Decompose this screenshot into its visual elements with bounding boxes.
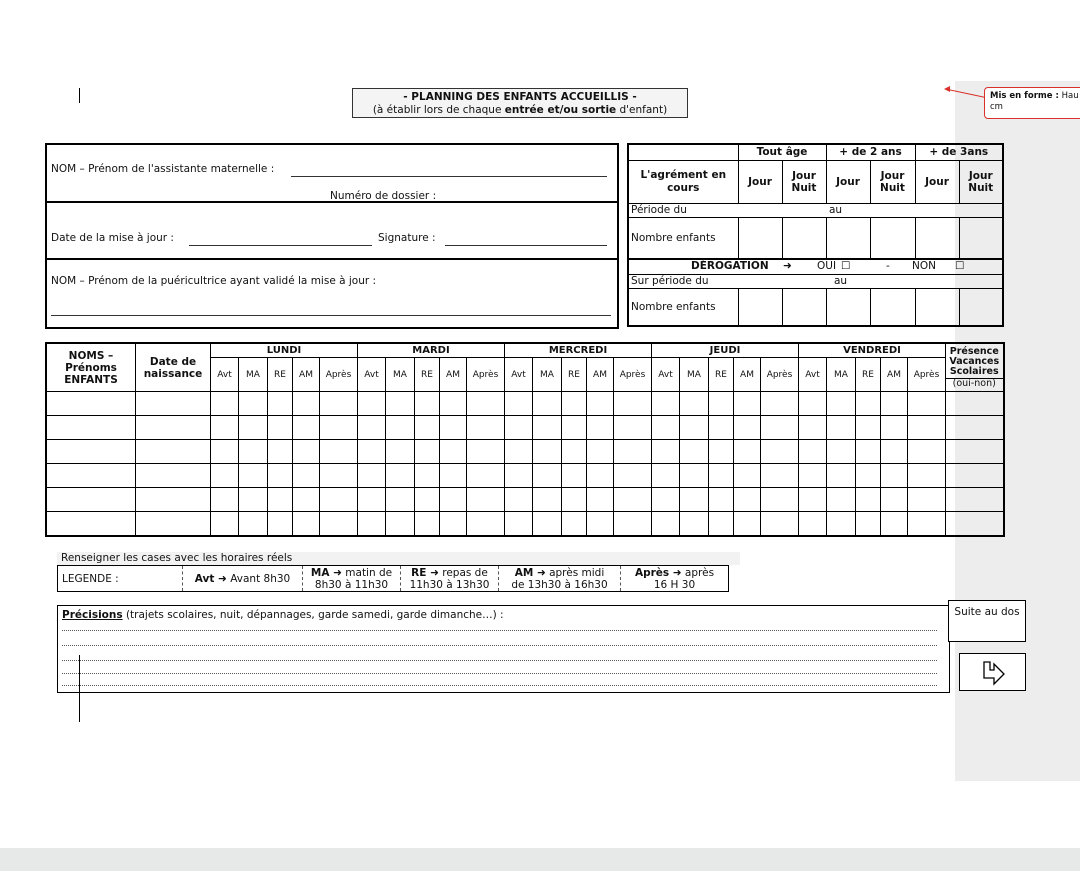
input-cell[interactable] (915, 288, 959, 326)
schedule-cell[interactable] (386, 392, 415, 416)
schedule-cell[interactable] (652, 464, 680, 488)
schedule-cell[interactable] (467, 512, 505, 537)
schedule-cell[interactable] (680, 416, 709, 440)
schedule-cell[interactable] (734, 416, 761, 440)
col-jour-nuit: Jour Nuit (782, 160, 826, 203)
schedule-cell[interactable] (652, 512, 680, 537)
col-presence-vacances: Présence Vacances Scolaires (oui-non) (946, 343, 1004, 392)
slot-header-ma: MA (386, 358, 415, 392)
puer-label: NOM – Prénom de la puéricultrice ayant validé la mise à jour : (51, 275, 377, 287)
schedule-cell[interactable] (440, 512, 467, 537)
schedule-cell[interactable] (415, 392, 440, 416)
presence-cell[interactable] (946, 440, 1004, 464)
schedule-cell[interactable] (358, 488, 386, 512)
schedule-cell[interactable] (827, 464, 856, 488)
date-maj-field[interactable] (189, 245, 372, 246)
schedule-cell[interactable] (652, 440, 680, 464)
schedule-cell[interactable] (415, 416, 440, 440)
schedule-cell[interactable] (881, 512, 908, 537)
schedule-cell[interactable] (505, 440, 533, 464)
signature-field[interactable] (445, 245, 607, 246)
schedule-cell[interactable] (386, 512, 415, 537)
day-header-mercredi: MERCREDI (505, 343, 652, 358)
schedule-cell[interactable] (533, 440, 562, 464)
schedule-cell[interactable] (908, 488, 946, 512)
schedule-cell[interactable] (358, 440, 386, 464)
nombre-enfants-label: Nombre enfants (628, 217, 738, 259)
periode-du-label: Période du (631, 204, 687, 216)
slot-header-am: AM (293, 358, 320, 392)
schedule-cell[interactable] (211, 440, 239, 464)
turn-page-box (959, 653, 1026, 691)
slot-header-re: RE (709, 358, 734, 392)
schedule-cell[interactable] (440, 464, 467, 488)
schedule-cell[interactable] (799, 440, 827, 464)
slot-header-après: Après (320, 358, 358, 392)
schedule-cell[interactable] (908, 392, 946, 416)
group-3ans: + de 3ans (915, 144, 1003, 160)
schedule-cell[interactable] (386, 464, 415, 488)
precisions-box[interactable] (57, 605, 950, 693)
schedule-cell[interactable] (680, 464, 709, 488)
turn-arrow-icon (960, 654, 1025, 690)
schedule-cell[interactable] (268, 464, 293, 488)
schedule-cell[interactable] (293, 440, 320, 464)
oui-label: OUI (817, 260, 837, 272)
slot-header-après: Après (467, 358, 505, 392)
sur-periode-label: Sur période du (631, 275, 709, 287)
schedule-cell[interactable] (440, 488, 467, 512)
dossier-label: Numéro de dossier : (330, 190, 437, 202)
schedule-cell[interactable] (680, 440, 709, 464)
title-line2: (à établir lors de chaque entrée et/ou sortie d'enfant) (372, 104, 668, 116)
slot-header-ma: MA (239, 358, 268, 392)
schedule-cell[interactable] (268, 440, 293, 464)
schedule-cell[interactable] (320, 392, 358, 416)
schedule-cell[interactable] (440, 416, 467, 440)
table-row (46, 416, 1004, 440)
schedule-cell[interactable] (358, 416, 386, 440)
schedule-cell[interactable] (761, 464, 799, 488)
schedule-cell[interactable] (358, 464, 386, 488)
input-cell[interactable] (782, 217, 826, 259)
suite-au-dos-box: Suite au dos (948, 600, 1026, 642)
birth-date-cell[interactable] (136, 512, 211, 537)
schedule-cell[interactable] (467, 440, 505, 464)
schedule-cell[interactable] (505, 416, 533, 440)
schedule-cell[interactable] (320, 488, 358, 512)
input-cell[interactable] (738, 217, 782, 259)
table-row (46, 440, 1004, 464)
table-row (46, 512, 1004, 537)
schedule-cell[interactable] (320, 440, 358, 464)
schedule-cell[interactable] (562, 464, 587, 488)
legend-box (57, 565, 729, 592)
input-cell[interactable] (870, 288, 915, 326)
format-comment-balloon[interactable]: Mis en forme : Hau cm (984, 87, 1080, 119)
legend-item-am: AM ➜ après midi de 13h30 à 16h30 (498, 566, 620, 591)
schedule-cell[interactable] (533, 392, 562, 416)
sur-periode-row[interactable] (628, 274, 1003, 288)
child-name-cell[interactable] (46, 488, 136, 512)
schedule-cell[interactable] (415, 464, 440, 488)
schedule-cell[interactable] (239, 512, 268, 537)
birth-date-cell[interactable] (136, 392, 211, 416)
assistant-info-box (45, 143, 619, 329)
legend-item-ma: MA ➜ matin de 8h30 à 11h30 (302, 566, 400, 591)
derogation-label: DÉROGATION (691, 260, 769, 272)
table-row (46, 392, 1004, 416)
non-checkbox[interactable]: ☐ (955, 260, 965, 272)
schedule-cell[interactable] (467, 416, 505, 440)
schedule-cell[interactable] (614, 464, 652, 488)
slot-header-après: Après (908, 358, 946, 392)
birth-date-cell[interactable] (136, 440, 211, 464)
schedule-cell[interactable] (320, 512, 358, 537)
au-label: au (834, 275, 848, 287)
schedule-cell[interactable] (562, 440, 587, 464)
dotted-line (62, 685, 937, 686)
schedule-cell[interactable] (415, 512, 440, 537)
schedule-cell[interactable] (320, 416, 358, 440)
schedule-cell[interactable] (881, 416, 908, 440)
schedule-cell[interactable] (293, 392, 320, 416)
schedule-cell[interactable] (587, 392, 614, 416)
schedule-cell[interactable] (652, 416, 680, 440)
agrement-table (627, 143, 1004, 327)
schedule-cell[interactable] (268, 488, 293, 512)
schedule-cell[interactable] (680, 488, 709, 512)
schedule-cell[interactable] (386, 488, 415, 512)
legend-caption: Renseigner les cases avec les horaires réels (57, 552, 740, 565)
schedule-cell[interactable] (239, 464, 268, 488)
birth-date-cell[interactable] (136, 464, 211, 488)
col-jour: Jour (826, 160, 870, 203)
schedule-cell[interactable] (827, 488, 856, 512)
child-name-cell[interactable] (46, 416, 136, 440)
slot-header-ma: MA (680, 358, 709, 392)
separator: - (886, 260, 890, 272)
schedule-cell[interactable] (908, 416, 946, 440)
schedule-cell[interactable] (467, 464, 505, 488)
schedule-cell[interactable] (505, 488, 533, 512)
au-label: au (829, 204, 843, 216)
schedule-cell[interactable] (239, 440, 268, 464)
planning-table (45, 342, 1005, 537)
title-line1: - PLANNING DES ENFANTS ACCUEILLIS - (403, 91, 637, 103)
schedule-cell[interactable] (293, 488, 320, 512)
schedule-cell[interactable] (734, 464, 761, 488)
schedule-cell[interactable] (652, 488, 680, 512)
col-jour: Jour (738, 160, 782, 203)
day-header-vendredi: VENDREDI (799, 343, 946, 358)
schedule-cell[interactable] (320, 464, 358, 488)
schedule-cell[interactable] (614, 392, 652, 416)
agrement-label: L'agrément en cours (628, 160, 738, 203)
slot-header-re: RE (856, 358, 881, 392)
schedule-cell[interactable] (709, 512, 734, 537)
schedule-cell[interactable] (908, 464, 946, 488)
schedule-cell[interactable] (415, 440, 440, 464)
schedule-cell[interactable] (415, 488, 440, 512)
slot-header-avt: Avt (652, 358, 680, 392)
schedule-cell[interactable] (614, 416, 652, 440)
slot-header-re: RE (268, 358, 293, 392)
nom-am-label: NOM – Prénom de l'assistante maternelle : (51, 163, 275, 175)
child-name-cell[interactable] (46, 464, 136, 488)
schedule-cell[interactable] (358, 512, 386, 537)
schedule-cell[interactable] (827, 440, 856, 464)
slot-header-avt: Avt (211, 358, 239, 392)
schedule-cell[interactable] (761, 488, 799, 512)
presence-cell[interactable] (946, 416, 1004, 440)
schedule-cell[interactable] (908, 512, 946, 537)
schedule-cell[interactable] (562, 416, 587, 440)
schedule-cell[interactable] (680, 392, 709, 416)
schedule-cell[interactable] (293, 416, 320, 440)
schedule-cell[interactable] (587, 416, 614, 440)
schedule-cell[interactable] (386, 440, 415, 464)
schedule-cell[interactable] (856, 416, 881, 440)
input-cell[interactable] (826, 217, 870, 259)
puer-field[interactable] (51, 315, 611, 316)
schedule-cell[interactable] (440, 392, 467, 416)
col-noms-enfants: NOMS – Prénoms ENFANTS (46, 343, 136, 392)
day-header-jeudi: JEUDI (652, 343, 799, 358)
slot-header-ma: MA (827, 358, 856, 392)
schedule-cell[interactable] (505, 464, 533, 488)
group-tout-age: Tout âge (738, 144, 826, 160)
schedule-cell[interactable] (709, 488, 734, 512)
schedule-cell[interactable] (562, 392, 587, 416)
slot-header-am: AM (440, 358, 467, 392)
signature-label: Signature : (378, 232, 436, 244)
schedule-cell[interactable] (761, 512, 799, 537)
col-jour: Jour (915, 160, 959, 203)
nombre-enfants-label: Nombre enfants (628, 288, 738, 326)
schedule-cell[interactable] (827, 416, 856, 440)
slot-header-après: Après (614, 358, 652, 392)
schedule-cell[interactable] (239, 392, 268, 416)
schedule-cell[interactable] (239, 488, 268, 512)
presence-cell[interactable] (946, 488, 1004, 512)
schedule-cell[interactable] (709, 416, 734, 440)
schedule-cell[interactable] (799, 392, 827, 416)
schedule-cell[interactable] (587, 440, 614, 464)
schedule-cell[interactable] (587, 464, 614, 488)
non-label: NON (912, 260, 936, 272)
oui-checkbox[interactable]: ☐ (841, 260, 851, 272)
schedule-cell[interactable] (881, 488, 908, 512)
input-cell[interactable] (826, 288, 870, 326)
schedule-cell[interactable] (799, 464, 827, 488)
legend-item-après: Après ➜ après 16 H 30 (620, 566, 728, 591)
dotted-line (62, 630, 937, 631)
presence-cell[interactable] (946, 464, 1004, 488)
precisions-heading: Précisions (trajets scolaires, nuit, dépannages, garde samedi, garde dimanche…) : (62, 609, 504, 621)
schedule-cell[interactable] (614, 512, 652, 537)
schedule-cell[interactable] (533, 488, 562, 512)
schedule-cell[interactable] (881, 392, 908, 416)
schedule-cell[interactable] (211, 488, 239, 512)
schedule-cell[interactable] (827, 392, 856, 416)
schedule-cell[interactable] (881, 464, 908, 488)
slot-header-ma: MA (533, 358, 562, 392)
schedule-cell[interactable] (211, 512, 239, 537)
schedule-cell[interactable] (239, 416, 268, 440)
schedule-cell[interactable] (211, 464, 239, 488)
group-2ans: + de 2 ans (826, 144, 915, 160)
legend-item-re: RE ➜ repas de 11h30 à 13h30 (400, 566, 498, 591)
input-cell[interactable] (959, 288, 1003, 326)
child-name-cell[interactable] (46, 512, 136, 537)
child-name-cell[interactable] (46, 392, 136, 416)
child-name-cell[interactable] (46, 440, 136, 464)
slot-header-re: RE (562, 358, 587, 392)
presence-cell[interactable] (946, 512, 1004, 537)
text-cursor-marker (79, 88, 80, 103)
schedule-cell[interactable] (881, 440, 908, 464)
derogation-row (628, 259, 1003, 274)
input-cell[interactable] (870, 217, 915, 259)
schedule-cell[interactable] (440, 440, 467, 464)
table-row (46, 464, 1004, 488)
day-header-mardi: MARDI (358, 343, 505, 358)
schedule-cell[interactable] (856, 464, 881, 488)
schedule-cell[interactable] (709, 392, 734, 416)
schedule-cell[interactable] (293, 464, 320, 488)
schedule-cell[interactable] (467, 392, 505, 416)
dotted-line (62, 673, 937, 674)
schedule-cell[interactable] (856, 392, 881, 416)
arrow-icon: ➜ (783, 260, 792, 272)
periode-row[interactable] (628, 203, 1003, 217)
slot-header-am: AM (587, 358, 614, 392)
schedule-cell[interactable] (709, 440, 734, 464)
birth-date-cell[interactable] (136, 416, 211, 440)
schedule-cell[interactable] (467, 488, 505, 512)
schedule-cell[interactable] (799, 488, 827, 512)
slot-header-am: AM (881, 358, 908, 392)
slot-header-avt: Avt (505, 358, 533, 392)
col-jour-nuit: Jour Nuit (870, 160, 915, 203)
schedule-cell[interactable] (587, 488, 614, 512)
schedule-cell[interactable] (505, 392, 533, 416)
schedule-cell[interactable] (856, 440, 881, 464)
schedule-cell[interactable] (211, 392, 239, 416)
slot-header-après: Après (761, 358, 799, 392)
birth-date-cell[interactable] (136, 488, 211, 512)
schedule-cell[interactable] (761, 392, 799, 416)
document-title (352, 88, 688, 118)
schedule-cell[interactable] (799, 512, 827, 537)
schedule-cell[interactable] (533, 416, 562, 440)
schedule-cell[interactable] (211, 416, 239, 440)
schedule-cell[interactable] (587, 512, 614, 537)
legend-item-avt: Avt ➜ Avant 8h30 (182, 566, 302, 591)
date-maj-label: Date de la mise à jour : (51, 232, 174, 244)
schedule-cell[interactable] (827, 512, 856, 537)
schedule-cell[interactable] (386, 416, 415, 440)
schedule-cell[interactable] (734, 440, 761, 464)
schedule-cell[interactable] (562, 488, 587, 512)
presence-cell[interactable] (946, 392, 1004, 416)
schedule-cell[interactable] (358, 392, 386, 416)
input-cell[interactable] (915, 217, 959, 259)
dotted-line (62, 660, 937, 661)
slot-header-am: AM (734, 358, 761, 392)
schedule-cell[interactable] (799, 416, 827, 440)
nom-am-field[interactable] (291, 176, 607, 177)
input-cell[interactable] (738, 288, 782, 326)
schedule-cell[interactable] (533, 512, 562, 537)
schedule-cell[interactable] (734, 392, 761, 416)
slot-header-re: RE (415, 358, 440, 392)
dotted-line (62, 645, 937, 646)
schedule-cell[interactable] (505, 512, 533, 537)
schedule-cell[interactable] (268, 512, 293, 537)
schedule-cell[interactable] (680, 512, 709, 537)
schedule-cell[interactable] (761, 440, 799, 464)
schedule-cell[interactable] (293, 512, 320, 537)
table-row (46, 488, 1004, 512)
input-cell[interactable] (782, 288, 826, 326)
slot-header-avt: Avt (358, 358, 386, 392)
schedule-cell[interactable] (562, 512, 587, 537)
schedule-cell[interactable] (761, 416, 799, 440)
schedule-cell[interactable] (709, 464, 734, 488)
schedule-cell[interactable] (856, 512, 881, 537)
schedule-cell[interactable] (533, 464, 562, 488)
schedule-cell[interactable] (614, 488, 652, 512)
col-date-naissance: Date de naissance (136, 343, 211, 392)
input-cell[interactable] (959, 217, 1003, 259)
bottom-strip (0, 848, 1080, 871)
schedule-cell[interactable] (856, 488, 881, 512)
schedule-cell[interactable] (734, 488, 761, 512)
schedule-cell[interactable] (908, 440, 946, 464)
schedule-cell[interactable] (268, 392, 293, 416)
schedule-cell[interactable] (734, 512, 761, 537)
schedule-cell[interactable] (614, 440, 652, 464)
legend-label: LEGENDE : (62, 573, 119, 585)
schedule-cell[interactable] (268, 416, 293, 440)
slot-header-avt: Avt (799, 358, 827, 392)
schedule-cell[interactable] (652, 392, 680, 416)
col-jour-nuit: Jour Nuit (959, 160, 1003, 203)
day-header-lundi: LUNDI (211, 343, 358, 358)
